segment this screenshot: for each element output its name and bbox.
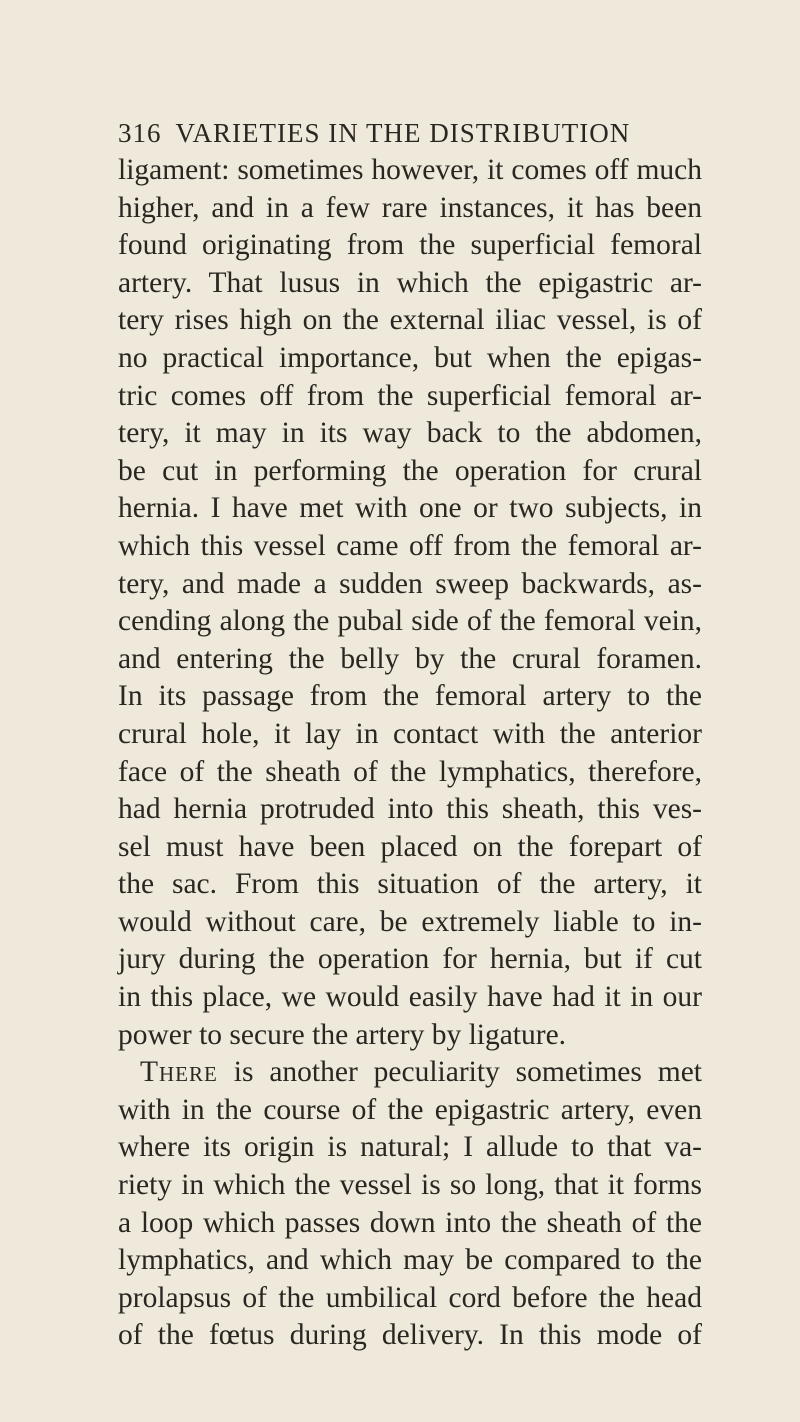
text-line: where its origin is natural; I allude to that va- bbox=[118, 1131, 702, 1164]
text-line: be cut in performing the operation for crural bbox=[118, 454, 702, 487]
text-line: sel must have been placed on the forepart of bbox=[118, 830, 702, 863]
text-line: with in the course of the epigastric artery, even bbox=[118, 1093, 702, 1126]
paragraph-start-line bbox=[118, 1054, 702, 1092]
text-line: a loop which passes down into the sheath of the bbox=[118, 1206, 702, 1239]
text-line: tery, and made a sudden sweep backwards, as- bbox=[118, 567, 702, 600]
text-line: riety in which the vessel is so long, that it forms bbox=[118, 1169, 702, 1202]
text-line: of the fœtus during delivery. In this mode of bbox=[118, 1319, 702, 1352]
lead-word: There bbox=[140, 1056, 218, 1089]
text-line: artery. That lusus in which the epigastric ar- bbox=[118, 266, 702, 299]
text-line: hernia. I have met with one or two subjects, in bbox=[118, 492, 702, 525]
text-line: tric comes off from the superficial femoral ar- bbox=[118, 379, 702, 412]
page-number: 316 bbox=[118, 118, 162, 148]
text-line: cending along the pubal side of the femoral vein, bbox=[118, 605, 702, 638]
text-line: would without care, be extremely liable to in- bbox=[118, 905, 702, 938]
paragraph-end-line: power to secure the artery by ligature. bbox=[118, 1018, 567, 1051]
running-title: VARIETIES IN THE DISTRIBUTION bbox=[175, 118, 631, 148]
text-line: crural hole, it lay in contact with the anterior bbox=[118, 717, 702, 750]
text-line: tery rises high on the external iliac vessel, is of bbox=[118, 304, 702, 337]
text-line: in this place, we would easily have had it in our bbox=[118, 981, 702, 1014]
text-line: found originating from the superficial femoral bbox=[118, 229, 702, 262]
text-line: which this vessel came off from the femoral ar- bbox=[118, 529, 702, 562]
text-line: and entering the belly by the crural foramen. bbox=[118, 642, 702, 675]
text-line: prolapsus of the umbilical cord before the head bbox=[118, 1281, 702, 1314]
text-line: the sac. From this situation of the artery, it bbox=[118, 868, 702, 901]
text-line: face of the sheath of the lymphatics, therefore, bbox=[118, 755, 702, 788]
text-line: higher, and in a few rare instances, it has been bbox=[118, 191, 702, 224]
text-line: had hernia protruded into this sheath, this ves- bbox=[118, 793, 702, 826]
text-line: In its passage from the femoral artery to the bbox=[118, 680, 702, 713]
text-line: tery, it may in its way back to the abdomen, bbox=[118, 417, 702, 450]
text-line: no practical importance, but when the epigas- bbox=[118, 341, 702, 374]
lead-line-rest: is another peculiarity sometimes met bbox=[233, 1056, 702, 1089]
body-text bbox=[118, 152, 702, 1355]
text-line: ligament: sometimes however, it comes off much bbox=[118, 154, 702, 186]
text-line: lymphatics, and which may be compared to the bbox=[118, 1244, 702, 1277]
text-line: jury during the operation for hernia, but if cut bbox=[118, 943, 702, 976]
